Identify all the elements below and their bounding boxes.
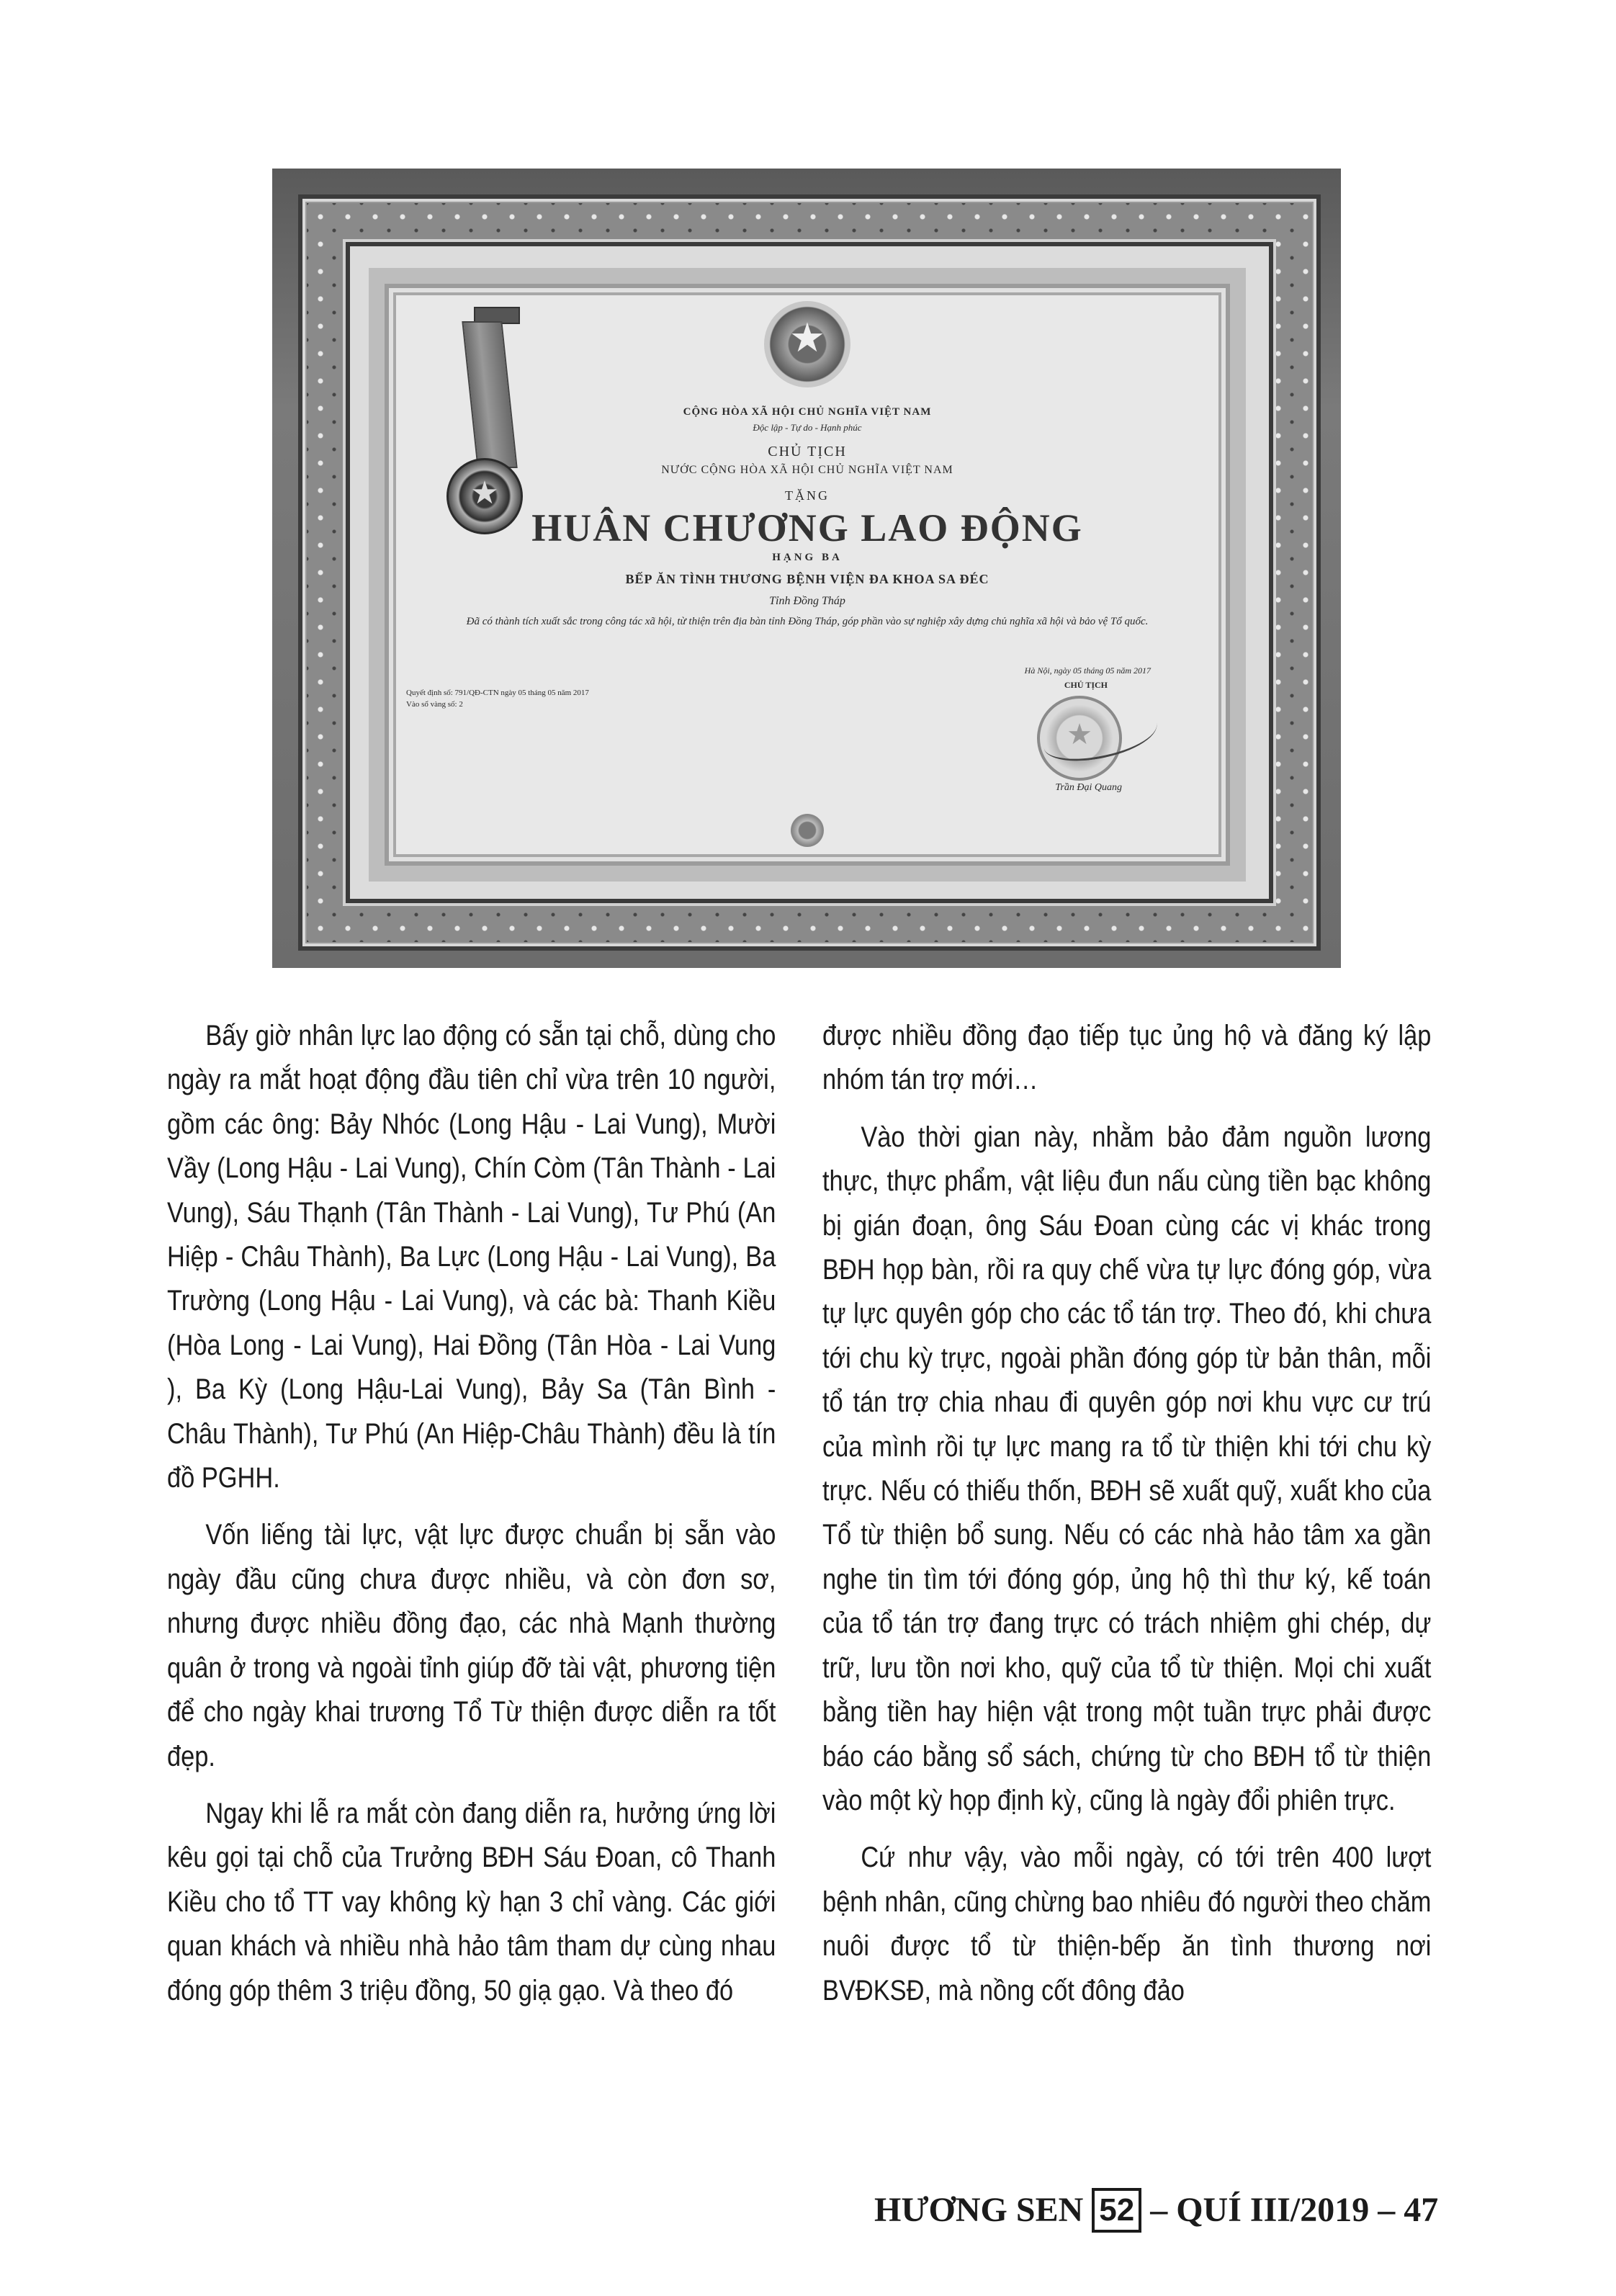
paragraph: Cứ như vậy, vào mỗi ngày, có tới trên 400 lượt bệnh nhân, cũng chừng bao nhiêu đó người theo chăm nuôi được tổ từ thiện-bếp ăn tình thương nơi BVĐKSĐ, mà nồng cốt đông đảo (822, 1842, 1432, 2006)
paragraph: Vào thời gian này, nhằm bảo đảm nguồn lương thực, thực phẩm, vật liệu đun nấu cùng tiền bạc không bị gián đoạn, ông Sáu Đoan cùng các vị khác trong BĐH họp bàn, rồi ra quy chế vừa tự lực đóng góp, vừa tự lực quyên góp cho các tổ tán trợ. Theo đó, khi chưa tới chu kỳ trực, ngoài phần đóng góp từ bản thân, mỗi tổ tán trợ chia nhau đi quyên góp nơi khu vực cư trú của mình rồi tự lực mang ra tổ từ thiện khi tới chu kỳ trực. Nếu có thiếu thốn, BĐH sẽ xuất quỹ, xuất kho của Tổ từ thiện bổ sung. Nếu có các nhà hảo tâm xa gần nghe tin tìm tới đóng góp, ủng hộ thì thư ký, kế toán của tổ tán trợ đang trực có trách nhiệm ghi chép, dự trữ, lưu tồn nơi kho, quỹ của tổ từ thiện. Mọi chi xuất bằng tiền hay hiện vật trong một tuần trực phải được báo cáo bằng sổ sách, chứng từ cho BĐH tổ từ thiện vào một kỳ họp định kỳ, cũng là ngày đổi phiên trực. (822, 1121, 1432, 1816)
cert-signer-title: CHỦ TỊCH (1064, 680, 1108, 690)
labor-medal-icon (446, 458, 523, 534)
certificate-photo (272, 169, 1341, 968)
cert-place-date: Hà Nội, ngày 05 tháng 05 năm 2017 (1024, 665, 1151, 676)
cert-signer-name: Trần Đại Quang (1055, 782, 1122, 793)
cert-province: Tỉnh Đồng Tháp (769, 595, 845, 607)
cert-recipient: BẾP ĂN TÌNH THƯƠNG BỆNH VIỆN ĐA KHOA SA ĐÉC (625, 572, 989, 586)
paragraph-continuation: được nhiều đồng đạo tiếp tục ủng hộ và đăng ký lập nhóm tán trợ mới… (822, 1020, 1432, 1096)
cert-citation: Đã có thành tích xuất sắc trong công tác xã hội, từ thiện trên địa bàn tỉnh Đồng Tháp, góp phần vào sự nghiệp xây dựng chủ nghĩa xã hội và bảo vệ Tổ quốc. (466, 616, 1149, 627)
picture-frame (298, 194, 1321, 951)
national-emblem-icon (764, 301, 850, 387)
right-column (822, 1014, 1431, 2013)
cert-awards-verb: TẶNG (785, 488, 830, 503)
issue-quarter: – QUÍ III/2019 – (1150, 2191, 1396, 2229)
cert-issuer-country: NƯỚC CỘNG HÒA XÃ HỘI CHỦ NGHĨA VIỆT NAM (661, 464, 953, 476)
cert-motto: Độc lập - Tự do - Hạnh phúc (753, 422, 862, 433)
issue-number-box: 52 (1092, 2188, 1141, 2233)
cert-register: Vào sổ vàng số: 2 (406, 700, 463, 709)
cert-republic: CỘNG HÒA XÃ HỘI CHỦ NGHĨA VIỆT NAM (683, 406, 932, 418)
bottom-emblem-icon (791, 814, 824, 847)
cert-award-class: HẠNG BA (772, 552, 843, 563)
cert-decision: Quyết định số: 791/QĐ-CTN ngày 05 tháng 05 năm 2017 (406, 689, 589, 697)
left-column (167, 1014, 776, 2013)
page-number: 47 (1404, 2191, 1439, 2229)
cert-award-name: HUÂN CHƯƠNG LAO ĐỘNG (531, 506, 1083, 550)
cert-decision-block (406, 687, 589, 710)
magazine-name: HƯƠNG SEN (874, 2191, 1084, 2229)
paragraph: Ngay khi lễ ra mắt còn đang diễn ra, hưởng ứng lời kêu gọi tại chỗ của Trưởng BĐH Sáu Đoan, cô Thanh Kiều cho tổ TT vay không kỳ hạn 3 chỉ vàng. Các giới quan khách và nhiều nhà hảo tâm tham dự cùng nhau đóng góp thêm 3 triệu đồng, 50 giạ gạo. Và theo đó (167, 1797, 776, 2006)
cert-issuer-title: CHỦ TỊCH (768, 444, 847, 459)
paragraph: Bấy giờ nhân lực lao động có sẵn tại chỗ, dùng cho ngày ra mắt hoạt động đầu tiên chỉ vừa trên 10 người, gồm các ông: Bảy Nhóc (Long Hậu - Lai Vung), Mười Vầy (Long Hậu - Lai Vung), Chín Còm (Tân Thành - Lai Vung), Sáu Thạnh (Tân Thành - Lai Vung), Tư Phú (An Hiệp - Châu Thành), Ba Lực (Long Hậu - Lai Vung), Ba Trường (Long Hậu - Lai Vung), và các bà: Thanh Kiều (Hòa Long - Lai Vung), Hai Đồng (Tân Hòa - Lai Vung ), Ba Kỳ (Long Hậu-Lai Vung), Bảy Sa (Tân Bình - Châu Thành), Tư Phú (An Hiệp-Châu Thành) đều là tín đồ PGHH. (167, 1020, 776, 1494)
page-footer (874, 2187, 1438, 2234)
paragraph: Vốn liếng tài lực, vật lực được chuẩn bị sẵn vào ngày đầu cũng chưa được nhiều, và còn đơn sơ, nhưng được nhiều đồng đạo, các nhà Mạnh thường quân ở trong và ngoài tỉnh giúp đỡ tài vật, phương tiện để cho ngày khai trương Tổ Từ thiện được diễn ra tốt đẹp. (167, 1519, 776, 1772)
